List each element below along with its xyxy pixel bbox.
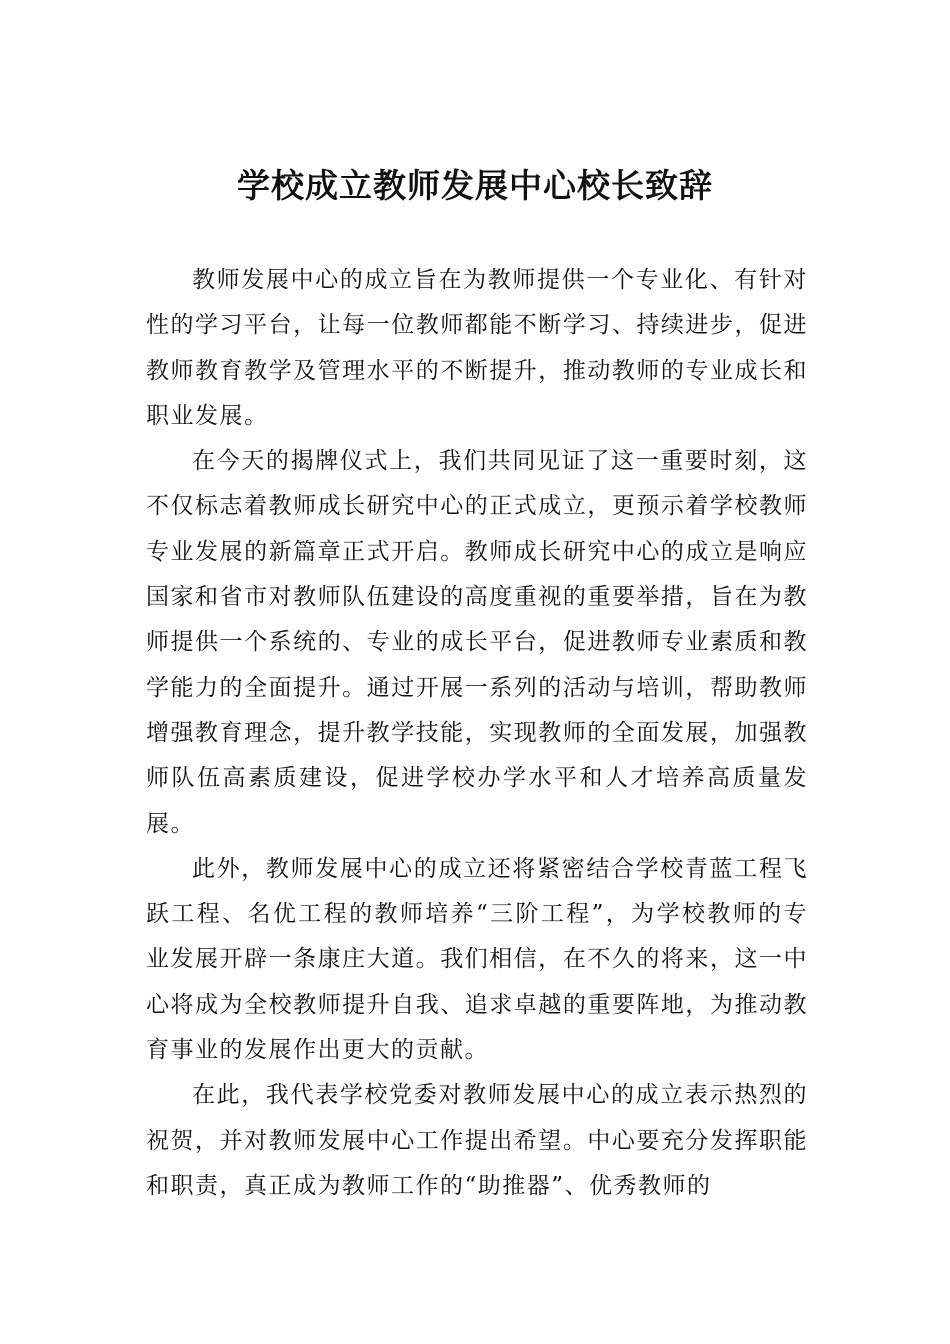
document-title: 学校成立教师发展中心校长致辞 bbox=[237, 166, 713, 205]
paragraph-purpose: 教师发展中心的成立旨在为教师提供一个专业化、有针对性的学习平台，让每一位教师都能不断学习、持续进步，促进教师教育教学及管理水平的不断提升，推动教师的专业成长和职业发展。 bbox=[146, 267, 808, 429]
document-body bbox=[146, 258, 808, 1209]
paragraph-ceremony: 在今天的揭牌仪式上，我们共同见证了这一重要时刻，这不仅标志着教师成长研究中心的正式成立，更预示着学校教师专业发展的新篇章正式开启。教师成长研究中心的成立是响应国家和省市对教师队伍建设的高度重视的重要举措，旨在为教师提供一个系统的、专业的成长平台，促进教师专业素质和教学能力的全面提升。通过开展一系列的活动与培训，帮助教师增强教育理念，提升教学技能，实现教师的全面发展，加强教师队伍高素质建设，促进学校办学水平和人才培养高质量发展。 bbox=[146, 448, 808, 837]
paragraph-congratulations: 在此，我代表学校党委对教师发展中心的成立表示热烈的祝贺，并对教师发展中心工作提出希望。中心要充分发挥职能和职责，真正成为教师工作的“助推器”、优秀教师的 bbox=[146, 1082, 808, 1199]
paragraph-three-stage-project: 此外，教师发展中心的成立还将紧密结合学校青蓝工程飞跃工程、名优工程的教师培养“三阶工程”，为学校教师的专业发展开辟一条康庄大道。我们相信，在不久的将来，这一中心将成为全校教师提升自我、追求卓越的重要阵地，为推动教育事业的发展作出更大的贡献。 bbox=[146, 855, 808, 1064]
